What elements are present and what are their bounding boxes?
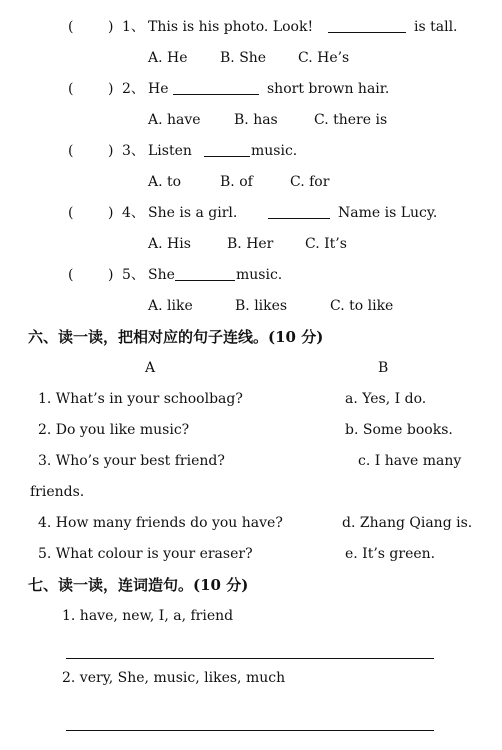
option-c: C. It’s — [305, 236, 347, 252]
section-7-title: 七、读一读，连词造句。(10 分) — [28, 576, 249, 594]
option-b: B. likes — [235, 298, 288, 314]
option-b: B. Her — [227, 236, 274, 252]
option-b: B. She — [220, 50, 267, 66]
answer-paren-close: ) — [108, 19, 114, 35]
answer-blank[interactable] — [268, 204, 330, 219]
option-c: C. to like — [330, 298, 394, 314]
answer-line-2[interactable] — [66, 730, 434, 731]
right-sentence-c-wrap: friends. — [30, 484, 85, 500]
question-text-before: She is a girl. — [148, 205, 238, 221]
answer-paren-open: ( — [68, 143, 74, 159]
question-text-after: music. — [251, 143, 298, 159]
option-c: C. He’s — [298, 50, 350, 66]
left-sentence-2[interactable]: 2. Do you like music? — [38, 422, 190, 438]
answer-paren-close: ) — [108, 267, 114, 283]
left-sentence-4[interactable]: 4. How many friends do you have? — [38, 515, 283, 531]
question-text-before: She — [148, 267, 175, 283]
answer-paren-close: ) — [108, 205, 114, 221]
option-a: A. He — [148, 50, 188, 66]
option-b: B. of — [220, 174, 253, 190]
answer-paren-close: ) — [108, 143, 114, 159]
answer-paren-close: ) — [108, 81, 114, 97]
right-sentence-c[interactable]: c. I have many — [358, 453, 462, 469]
question-text-after: is tall. — [414, 19, 458, 35]
option-c: C. for — [290, 174, 330, 190]
question-number: 5、 — [122, 267, 145, 283]
question-text-after: music. — [236, 267, 283, 283]
scrambled-words-1: 1. have, new, I, a, friend — [62, 608, 234, 624]
scrambled-words-2: 2. very, She, music, likes, much — [62, 670, 286, 686]
answer-blank[interactable] — [173, 80, 259, 95]
question-number: 1、 — [122, 19, 145, 35]
question-text-before: Listen — [148, 143, 192, 159]
question-number: 3、 — [122, 143, 145, 159]
option-c: C. there is — [314, 112, 388, 128]
question-text-before: He — [148, 81, 169, 97]
answer-paren-open: ( — [68, 81, 74, 97]
question-text-after: Name is Lucy. — [338, 205, 438, 221]
answer-paren-open: ( — [68, 205, 74, 221]
left-sentence-3[interactable]: 3. Who’s your best friend? — [38, 453, 225, 469]
option-b: B. has — [234, 112, 278, 128]
answer-blank[interactable] — [204, 142, 250, 157]
question-text-before: This is his photo. Look! — [148, 19, 314, 35]
option-a: A. like — [148, 298, 193, 314]
section-6-title: 六、读一读，把相对应的句子连线。(10 分) — [28, 328, 324, 346]
right-sentence-a[interactable]: a. Yes, I do. — [345, 391, 427, 407]
right-sentence-b[interactable]: b. Some books. — [345, 422, 453, 438]
question-text-after: short brown hair. — [267, 81, 390, 97]
right-sentence-e[interactable]: e. It’s green. — [345, 546, 436, 562]
left-sentence-5[interactable]: 5. What colour is your eraser? — [38, 546, 253, 562]
column-a-header: A — [145, 360, 156, 376]
right-sentence-d[interactable]: d. Zhang Qiang is. — [342, 515, 473, 531]
answer-line-1[interactable] — [66, 658, 434, 659]
question-number: 2、 — [122, 81, 145, 97]
option-a: A. have — [148, 112, 201, 128]
answer-blank[interactable] — [328, 18, 406, 33]
answer-blank[interactable] — [175, 266, 235, 281]
answer-paren-open: ( — [68, 267, 74, 283]
option-a: A. to — [148, 174, 182, 190]
column-b-header: B — [378, 360, 389, 376]
question-number: 4、 — [122, 205, 145, 221]
answer-paren-open: ( — [68, 19, 74, 35]
option-a: A. His — [148, 236, 191, 252]
left-sentence-1[interactable]: 1. What’s in your schoolbag? — [38, 391, 243, 407]
